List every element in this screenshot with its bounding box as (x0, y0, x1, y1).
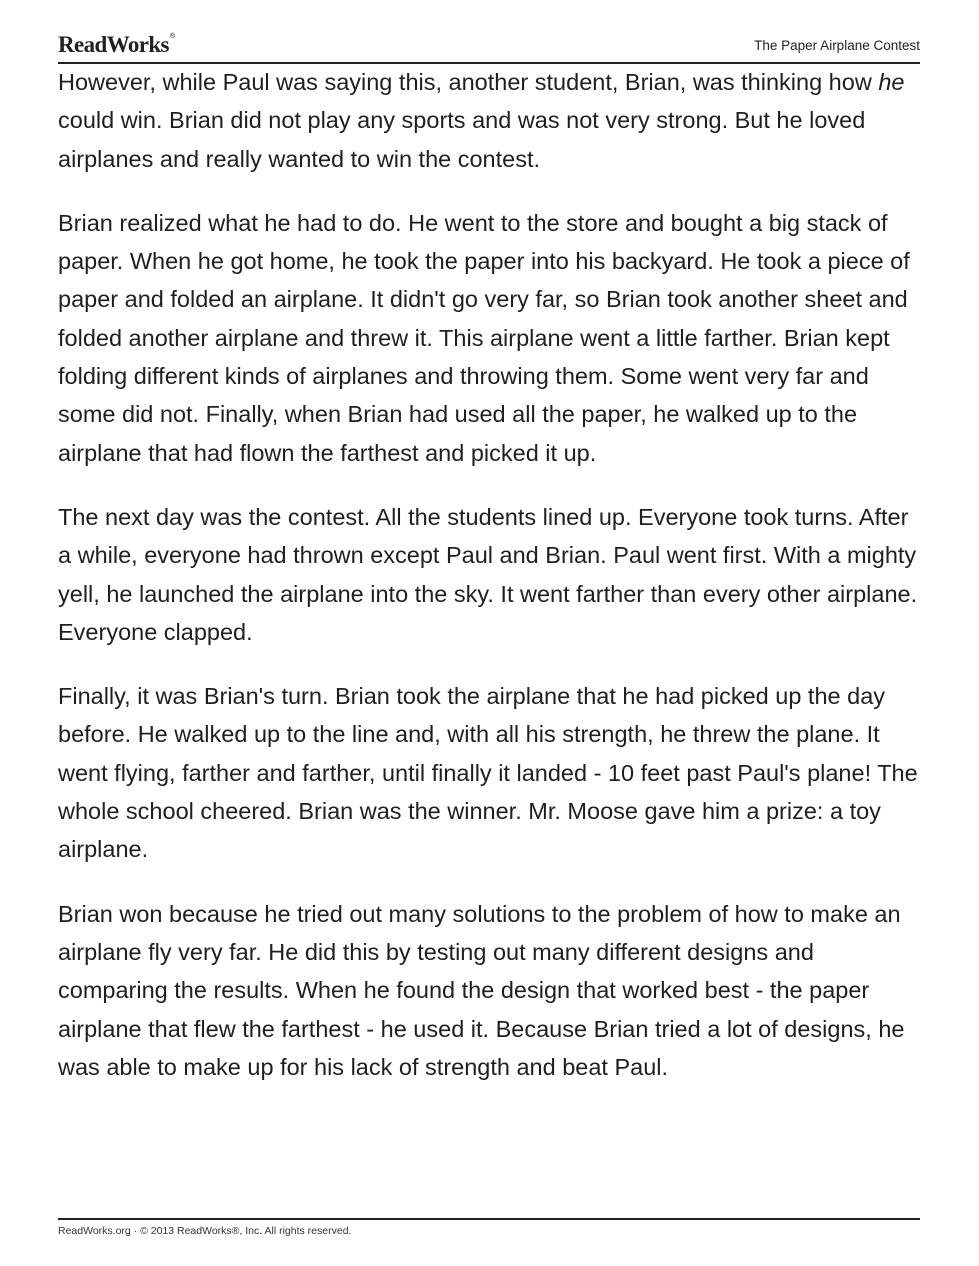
paragraph-1-start: However, while Paul was saying this, another student, Brian, was thinking how (58, 69, 879, 95)
paragraph-1 (58, 63, 924, 178)
registered-mark: ® (169, 33, 175, 41)
readworks-logo (58, 32, 174, 58)
logo-text: ReadWorks (58, 32, 169, 57)
footer-copyright: ReadWorks.org · © 2013 ReadWorks®, Inc. All rights reserved. (58, 1225, 352, 1237)
paragraph-4: Finally, it was Brian's turn. Brian took the airplane that he had picked up the day before. He walked up to the line and, with all his strength, he threw the plane. It went flying, farther and farther, until finally it landed - 10 feet past Paul's plane! The whole school cheered. Brian was the winner. Mr. Moose gave him a prize: a toy airplane. (58, 683, 918, 863)
page-header (58, 30, 920, 64)
paragraph-3: The next day was the contest. All the students lined up. Everyone took turns. After a while, everyone had thrown except Paul and Brian. Paul went first. With a mighty yell, he launched the airplane into the sky. It went farther than every other airplane. Everyone clapped. (58, 503, 918, 645)
paragraph-5: Brian won because he tried out many solutions to the problem of how to make an airplane fly very far. He did this by testing out many different designs and comparing the results. When he found the design that worked best - the paper airplane that flew the farthest - he used it. Because Brian tried a lot of designs, he was able to make up for his lack of strength and beat Paul. (58, 900, 905, 1080)
article-body (58, 63, 924, 1112)
paragraph-2: Brian realized what he had to do. He went to the store and bought a big stack of paper. When he got home, he took the paper into his backyard. He took a piece of paper and folded an airplane. It didn't go very far, so Brian took another sheet and folded another airplane and threw it. This airplane went a little farther. Brian kept folding different kinds of airplanes and throwing them. Some went very far and some did not. Finally, when Brian had used all the paper, he walked up to the airplane that had flown the farthest and picked it up. (58, 209, 910, 466)
footer-divider (58, 1218, 920, 1220)
emphasized-word: he (878, 69, 905, 95)
paragraph-1-end: could win. Brian did not play any sports and was not very strong. But he loved airplanes and really wanted to win the contest. (58, 107, 866, 172)
document-title: The Paper Airplane Contest (754, 38, 920, 53)
